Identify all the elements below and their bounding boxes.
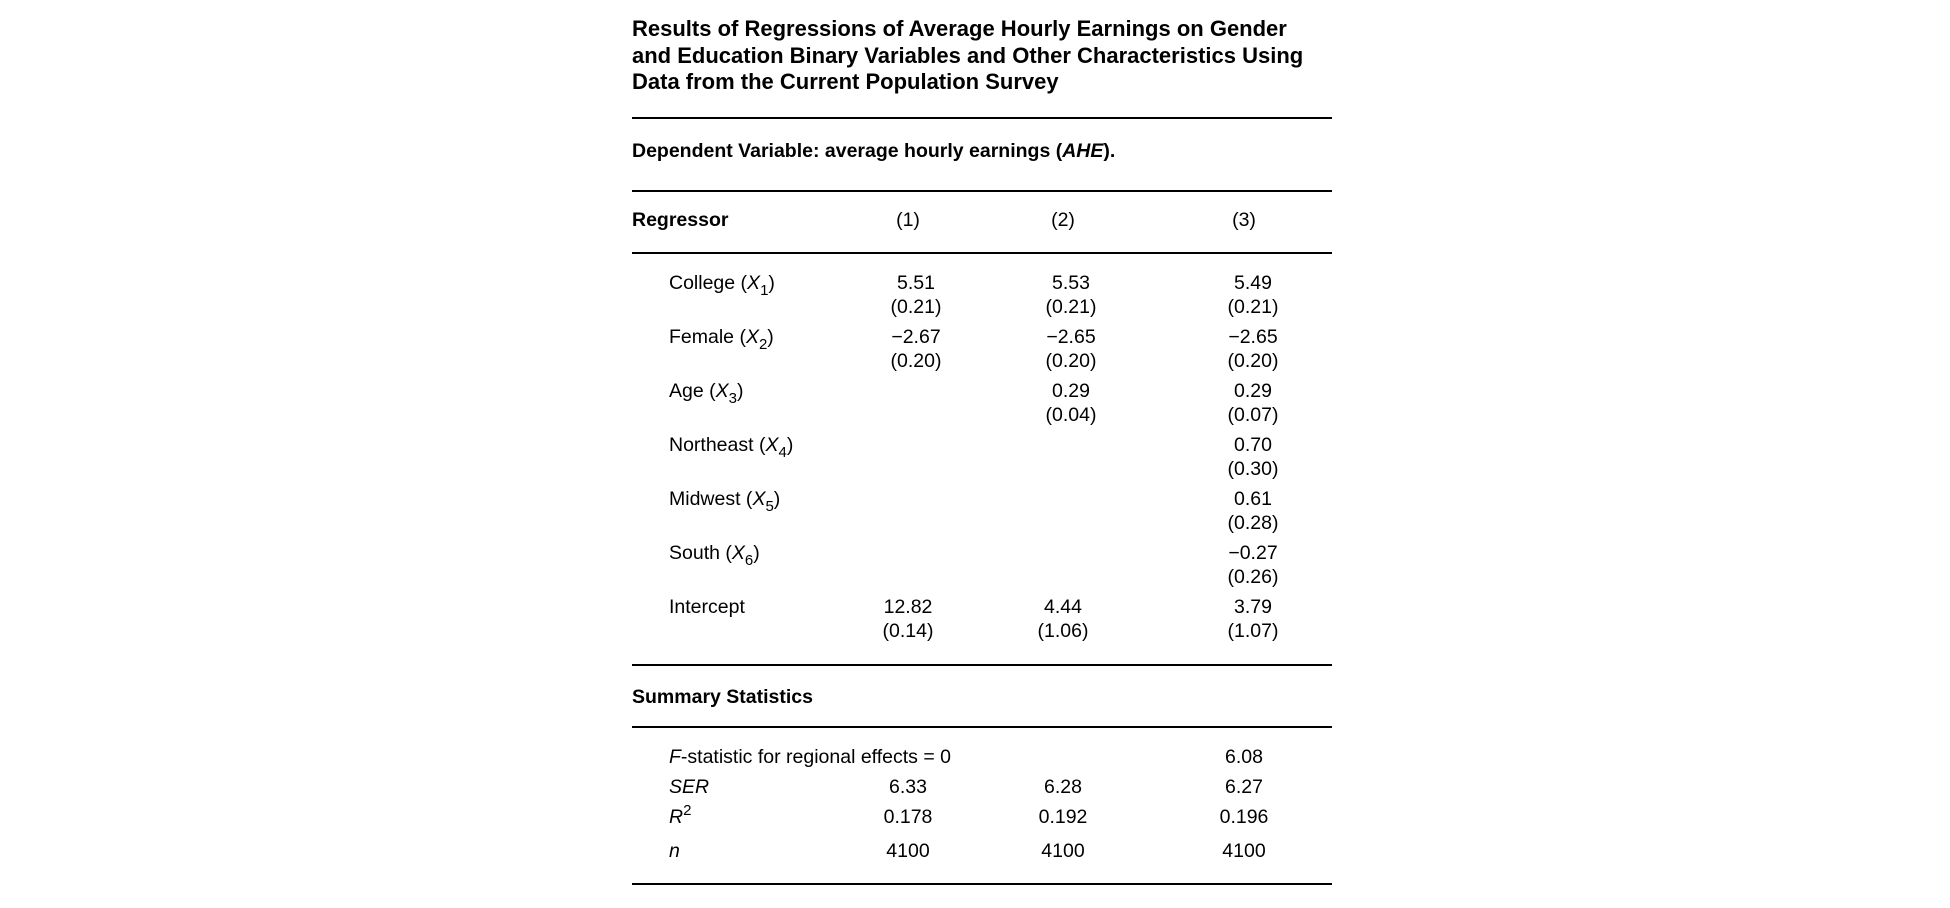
midwest-symbol: X <box>752 488 766 510</box>
std-error: (0.20) <box>890 350 942 372</box>
age-subscript: 3 <box>728 390 737 407</box>
coef: 0.61 <box>1234 488 1272 510</box>
std-error: (0.21) <box>1045 296 1097 318</box>
south-subscript: 6 <box>744 552 754 569</box>
n-label: n <box>669 840 680 862</box>
cell-midwest-col3 <box>1193 487 1313 535</box>
cell-n-col2: 4100 <box>1041 840 1085 862</box>
coef: −2.65 <box>1046 326 1096 348</box>
college-subscript: 1 <box>760 282 769 299</box>
age-name: Age ( <box>669 380 716 402</box>
female-name: Female ( <box>669 326 746 348</box>
std-error: (0.30) <box>1227 458 1279 480</box>
row-label-south <box>669 541 760 569</box>
cell-college-col2 <box>1011 271 1131 319</box>
header-col-3: (3) <box>1232 209 1256 231</box>
title-line-1: Results of Regressions of Average Hourly Earnings on Gender <box>632 16 1287 41</box>
college-symbol: X <box>747 272 761 294</box>
row-label-age <box>669 379 744 407</box>
std-error: (0.20) <box>1227 350 1279 372</box>
rule-header-bottom <box>632 252 1332 254</box>
dependent-variable-prefix: Dependent Variable: average hourly earnings ( <box>632 140 1063 162</box>
row-label-intercept: Intercept <box>669 596 745 618</box>
cell-northeast-col3 <box>1193 433 1313 481</box>
r2-symbol: R <box>669 806 684 828</box>
cell-age-col2 <box>1011 379 1131 427</box>
midwest-close: ) <box>773 488 781 510</box>
coef: 12.82 <box>883 596 933 618</box>
std-error: (0.04) <box>1045 404 1097 426</box>
cell-fstat-col3: 6.08 <box>1225 746 1263 768</box>
female-symbol: X <box>745 326 759 348</box>
coef: 5.51 <box>897 272 935 294</box>
south-name: South ( <box>669 542 732 564</box>
cell-college-col3 <box>1193 271 1313 319</box>
dependent-variable-symbol: AHE <box>1062 140 1104 162</box>
fstat-symbol: F <box>669 746 681 768</box>
coef: 4.44 <box>1044 596 1082 618</box>
row-label-r2 <box>669 802 692 829</box>
ser-label: SER <box>669 776 710 798</box>
northeast-close: ) <box>786 434 794 456</box>
cell-n-col1: 4100 <box>886 840 930 862</box>
coef: −0.27 <box>1228 542 1278 564</box>
title-line-2: and Education Binary Variables and Other Characteristics Using <box>632 42 1304 68</box>
northeast-subscript: 4 <box>778 444 787 461</box>
header-regressor: Regressor <box>632 209 729 231</box>
row-label-ser <box>669 775 709 799</box>
cell-intercept-col3 <box>1193 595 1313 643</box>
coef: −2.65 <box>1228 326 1278 348</box>
dependent-variable-suffix: ). <box>1103 140 1116 162</box>
age-symbol: X <box>715 380 729 402</box>
row-label-fstat <box>669 745 951 769</box>
rule-summary-bottom <box>632 726 1332 728</box>
female-close: ) <box>767 326 774 348</box>
std-error: (0.21) <box>890 296 942 318</box>
coef: −2.67 <box>891 326 941 348</box>
r2-superscript: 2 <box>683 802 692 819</box>
rule-header-top <box>632 190 1332 192</box>
std-error: (1.06) <box>1037 620 1089 642</box>
std-error: (1.07) <box>1227 620 1279 642</box>
fstat-label: -statistic for regional effects = 0 <box>680 746 951 768</box>
midwest-name: Midwest ( <box>669 488 753 510</box>
northeast-name: Northeast ( <box>669 434 766 456</box>
regression-results-document <box>632 16 1332 862</box>
std-error: (0.26) <box>1227 566 1279 588</box>
cell-r2-col1: 0.178 <box>883 806 933 828</box>
title-line-3: Data from the Current Population Survey <box>632 69 1059 94</box>
std-error: (0.28) <box>1227 512 1279 534</box>
header-col-2: (2) <box>1051 209 1075 231</box>
cell-n-col3: 4100 <box>1222 840 1266 862</box>
cell-ser-col3: 6.27 <box>1225 776 1263 798</box>
cell-intercept-col2 <box>1003 595 1123 643</box>
cell-intercept-col1 <box>848 595 968 643</box>
female-subscript: 2 <box>758 336 768 353</box>
cell-ser-col2: 6.28 <box>1044 776 1082 798</box>
cell-college-col1 <box>856 271 976 319</box>
header-col-1: (1) <box>896 209 920 231</box>
coef: 5.49 <box>1234 272 1272 294</box>
coef: 5.53 <box>1052 272 1090 294</box>
cell-female-col1 <box>856 325 976 373</box>
age-close: ) <box>736 380 744 402</box>
south-symbol: X <box>731 542 745 564</box>
dependent-variable-line <box>632 139 1115 163</box>
std-error: (0.07) <box>1227 404 1279 426</box>
northeast-symbol: X <box>765 434 779 456</box>
std-error: (0.20) <box>1045 350 1097 372</box>
cell-r2-col3: 0.196 <box>1219 806 1269 828</box>
cell-south-col3 <box>1193 541 1313 589</box>
cell-female-col3 <box>1193 325 1313 373</box>
summary-heading: Summary Statistics <box>632 686 813 708</box>
midwest-subscript: 5 <box>765 498 774 515</box>
row-label-northeast <box>669 433 794 461</box>
row-label-college <box>669 271 775 299</box>
coef: 3.79 <box>1234 596 1272 618</box>
cell-r2-col2: 0.192 <box>1038 806 1088 828</box>
cell-female-col2 <box>1011 325 1131 373</box>
coef: 0.29 <box>1234 380 1272 402</box>
rule-top <box>632 117 1332 119</box>
std-error: (0.14) <box>882 620 934 642</box>
cell-ser-col1: 6.33 <box>889 776 927 798</box>
coef: 0.29 <box>1052 380 1090 402</box>
coef: 0.70 <box>1234 434 1272 456</box>
row-label-female <box>669 325 774 353</box>
row-label-n <box>669 839 680 863</box>
college-name: College ( <box>669 272 748 294</box>
rule-bottom <box>632 883 1332 885</box>
cell-age-col3 <box>1193 379 1313 427</box>
college-close: ) <box>768 272 775 294</box>
std-error: (0.21) <box>1227 296 1279 318</box>
south-close: ) <box>753 542 760 564</box>
row-label-midwest <box>669 487 781 515</box>
table-title <box>632 16 1332 96</box>
rule-summary-top <box>632 664 1332 666</box>
